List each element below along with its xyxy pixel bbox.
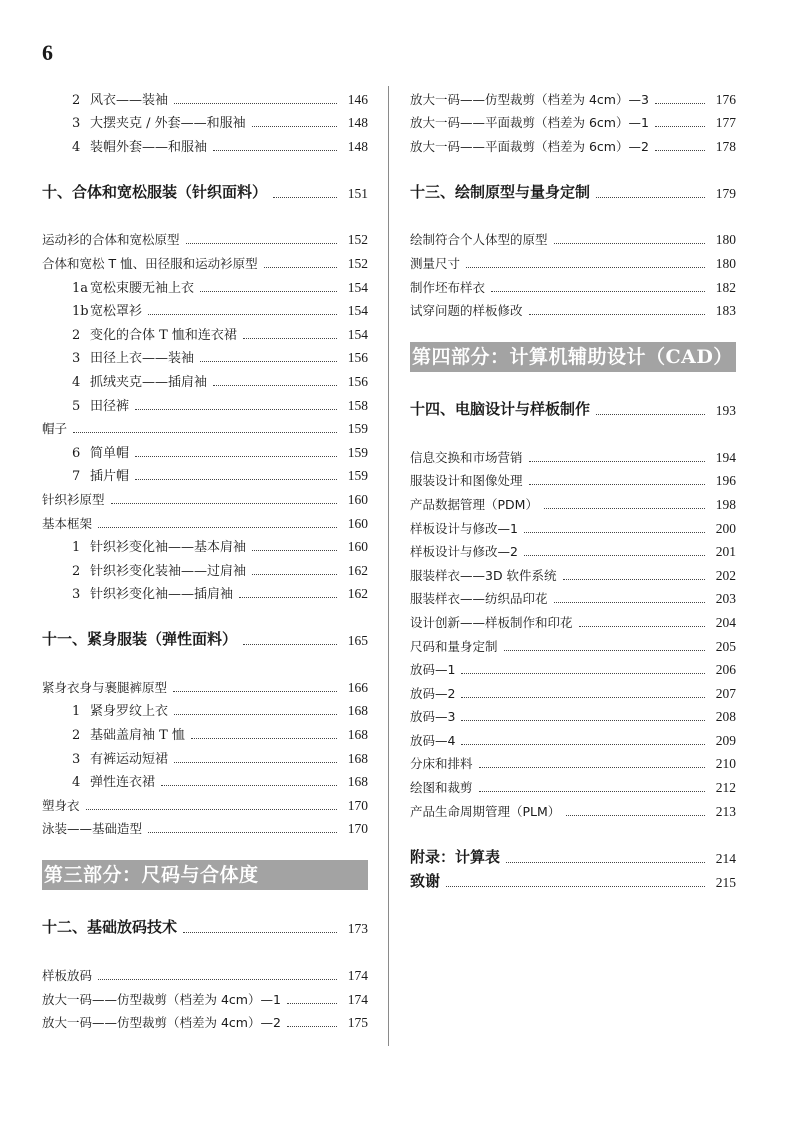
toc-entry-title: 紧身衣身与裹腿裤原型 [42,679,168,695]
leader-dots [243,644,337,645]
toc-spacer [410,820,736,843]
leader-dots [243,338,337,339]
part-heading: 第四部分：计算机辅助设计（CAD） [410,342,736,372]
toc-page-number: 154 [347,279,368,295]
toc-entry-title: 绘制符合个人体型的原型 [410,232,548,248]
leader-dots [183,932,337,933]
toc-entry-title: 尺码和量身定制 [410,638,498,654]
toc-entry-title: 放大一码——仿型裁剪（档差为 4cm）—2 [42,1015,281,1031]
toc-entry[interactable] [42,343,368,367]
leader-dots [252,126,337,127]
toc-entry-title: 产品生命周期管理（PLM） [410,803,561,819]
toc-entry-title: 试穿问题的样板修改 [410,303,523,319]
leader-dots [191,738,337,739]
toc-page-number: 156 [347,350,368,366]
toc-entry-title: 产品数据管理（PDM） [410,496,538,512]
toc-page-number: 215 [715,874,736,890]
toc-entry-title: 制作坯布样衣 [410,279,486,295]
toc-entry-title: 田径裤 [90,398,130,414]
leader-dots [596,414,705,415]
leader-dots [596,197,705,198]
toc-page-number: 180 [715,232,736,248]
toc-page-number: 200 [715,520,736,536]
toc-page-number: 168 [347,727,368,743]
toc-page-number: 148 [347,115,368,131]
part-heading: 第三部分：尺码与合体度 [42,860,368,890]
leader-dots [655,126,705,127]
toc-spacer [42,649,368,672]
toc-chapter-entry[interactable] [42,178,368,202]
toc-entry-number: 4 [72,139,81,155]
leader-dots [98,979,337,980]
toc-entry-title: 设计创新——样板制作和印花 [410,614,573,630]
toc-entry-title: 针织衫原型 [42,491,105,507]
toc-entry-number: 3 [72,587,81,603]
toc-entry[interactable] [410,466,736,490]
toc-entry[interactable] [42,672,368,696]
toc-entry[interactable] [42,461,368,485]
toc-entry-title: 放大一码——仿型裁剪（档差为 4cm）—3 [410,91,649,107]
toc-entry[interactable] [410,655,736,679]
toc-entry-title: 运动衫的合体和宽松原型 [42,232,180,248]
toc-page-number: 170 [347,821,368,837]
toc-spacer [42,155,368,178]
leader-dots [252,574,337,575]
leader-dots [529,484,705,485]
toc-entry[interactable] [42,272,368,296]
toc-entry[interactable] [42,108,368,132]
toc-entry-title: 插片帽 [90,469,130,485]
toc-entry-title: 装帽外套——和服袖 [90,139,208,155]
toc-page-number: 174 [347,968,368,984]
toc-page-number: 159 [347,444,368,460]
toc-page-number: 208 [715,709,736,725]
toc-page-number: 198 [715,496,736,512]
leader-dots [544,508,705,509]
toc-entry-title: 大摆夹克 / 外套——和服袖 [90,116,246,132]
leader-dots [148,314,337,315]
toc-entry[interactable] [42,131,368,155]
toc-page-number: 160 [347,491,368,507]
toc-spacer [410,155,736,178]
toc-page-number: 146 [347,91,368,107]
toc-page-number: 156 [347,373,368,389]
toc-entry-title: 分床和排料 [410,756,473,772]
leader-dots [287,1026,337,1027]
toc-page-number: 182 [715,279,736,295]
leader-dots [479,791,705,792]
toc-entry[interactable] [410,631,736,655]
toc-page-number: 168 [347,703,368,719]
toc-entry[interactable] [42,555,368,579]
toc-entry-title: 帽子 [42,421,68,437]
toc-entry-number: 1 [72,704,81,720]
toc-entry-title: 十二、基础放码技术 [42,918,178,937]
toc-entry-title: 塑身衣 [42,797,80,813]
toc-page-number: 178 [715,138,736,154]
leader-dots [529,461,705,462]
toc-page-number: 152 [347,255,368,271]
leader-dots [174,103,337,104]
toc-spacer [410,202,736,225]
toc-page-number: 158 [347,397,368,413]
toc-entry-title: 针织衫变化袖——插肩袖 [90,587,234,603]
toc-entry-title: 弹性连衣裙 [90,775,156,791]
leader-dots [161,785,337,786]
toc-page-number: 148 [347,138,368,154]
toc-entry-number: 2 [72,563,81,579]
toc-entry[interactable] [42,414,368,438]
toc-entry-title: 针织衫变化袖——基本肩袖 [90,540,247,556]
toc-entry-title: 放大一码——平面裁剪（档差为 6cm）—1 [410,115,649,131]
toc-entry-number: 1b [72,304,89,320]
leader-dots [73,432,337,433]
leader-dots [264,267,337,268]
toc-entry-title: 田径上衣——装袖 [90,351,195,367]
toc-entry[interactable] [410,489,736,513]
toc-page-number: 206 [715,662,736,678]
toc-entry-title: 样板设计与修改—1 [410,520,518,536]
toc-page-number: 152 [347,232,368,248]
leader-dots [461,720,705,721]
toc-entry-title: 变化的合体 T 恤和连衣裙 [90,327,237,343]
leader-dots [579,626,705,627]
toc-entry[interactable] [410,537,736,561]
toc-entry[interactable] [410,84,736,108]
leader-dots [461,697,705,698]
toc-page-number: 180 [715,255,736,271]
toc-entry-title: 放大一码——平面裁剪（档差为 6cm）—2 [410,138,649,154]
leader-dots [135,456,337,457]
toc-entry[interactable] [42,532,368,556]
toc-entry[interactable] [42,767,368,791]
toc-entry-title: 宽松束腰无袖上衣 [90,280,195,296]
toc-entry[interactable] [42,719,368,743]
toc-entry-title: 放码—2 [410,685,456,701]
toc-entry-title: 十三、绘制原型与量身定制 [410,182,591,201]
toc-spacer [410,419,736,442]
toc-entry-title: 绘图和裁剪 [410,780,473,796]
toc-entry[interactable] [42,296,368,320]
toc-entry[interactable] [410,108,736,132]
toc-entry-title: 放码—1 [410,662,456,678]
leader-dots [524,555,705,556]
toc-page-number: 175 [347,1015,368,1031]
toc-entry[interactable] [42,84,368,108]
toc-entry-number: 1a [72,280,89,296]
leader-dots [174,762,337,763]
toc-page-number: 193 [715,403,736,419]
toc-page-number: 204 [715,614,736,630]
toc-entry-title: 样板设计与修改—2 [410,544,518,560]
leader-dots [524,532,705,533]
toc-left-column [42,84,368,1031]
toc-page-number: 160 [347,539,368,555]
toc-entry[interactable] [42,366,368,390]
toc-page-number: 174 [347,991,368,1007]
toc-chapter-entry[interactable] [410,843,736,867]
toc-entry-number: 5 [72,398,81,414]
toc-entry-number: 6 [72,445,81,461]
toc-entry[interactable] [42,743,368,767]
leader-dots [200,291,337,292]
toc-entry-title: 基本框架 [42,515,93,531]
toc-chapter-entry[interactable] [42,913,368,937]
toc-page-number: 177 [715,115,736,131]
toc-entry[interactable] [42,508,368,532]
toc-entry[interactable] [42,248,368,272]
leader-dots [491,291,705,292]
toc-page-number: 196 [715,473,736,489]
leader-dots [148,832,337,833]
toc-page-number: 207 [715,685,736,701]
toc-entry-title: 针织衫变化装袖——过肩袖 [90,563,247,579]
toc-entry[interactable] [42,1008,368,1032]
leader-dots [479,767,705,768]
toc-right-column [410,84,736,891]
toc-entry-title: 基础盖肩袖 T 恤 [90,728,185,744]
toc-entry-title: 附录：计算表 [410,847,501,866]
toc-entry[interactable] [42,437,368,461]
toc-entry-number: 2 [72,327,81,343]
leader-dots [111,503,337,504]
leader-dots [466,267,705,268]
leader-dots [200,361,337,362]
toc-entry[interactable] [410,513,736,537]
column-divider [388,86,389,1046]
toc-entry-title: 风衣——装袖 [90,92,169,108]
toc-page-number: 151 [347,185,368,201]
toc-page-number: 201 [715,544,736,560]
toc-entry[interactable] [42,696,368,720]
toc-spacer [410,372,736,395]
toc-page-number: 162 [347,586,368,602]
leader-dots [273,197,337,198]
toc-page-number: 202 [715,567,736,583]
leader-dots [655,150,705,151]
leader-dots [252,550,337,551]
leader-dots [287,1003,337,1004]
toc-entry-title: 简单帽 [90,445,130,461]
toc-entry[interactable] [42,790,368,814]
toc-page-number: 154 [347,326,368,342]
toc-page-number: 209 [715,732,736,748]
leader-dots [213,385,337,386]
toc-chapter-entry[interactable] [410,867,736,891]
toc-entry-number: 3 [72,116,81,132]
leader-dots [461,673,705,674]
leader-dots [504,650,705,651]
toc-entry-number: 2 [72,92,81,108]
toc-spacer [42,937,368,960]
toc-entry[interactable] [410,272,736,296]
toc-page-number: 213 [715,803,736,819]
toc-entry[interactable] [410,749,736,773]
leader-dots [446,886,705,887]
toc-page-number: 154 [347,303,368,319]
toc-entry[interactable] [42,579,368,603]
leader-dots [506,862,705,863]
toc-page-number: 203 [715,591,736,607]
toc-entry[interactable] [42,960,368,984]
toc-entry-number: 4 [72,775,81,791]
toc-entry-number: 7 [72,469,81,485]
toc-entry[interactable] [410,296,736,320]
toc-entry-title: 服装样衣——3D 软件系统 [410,567,557,583]
toc-entry-title: 服装样衣——纺织品印花 [410,591,548,607]
toc-entry-title: 服装设计和图像处理 [410,473,523,489]
toc-entry-number: 2 [72,728,81,744]
toc-entry-title: 放码—4 [410,732,456,748]
toc-entry[interactable] [42,984,368,1008]
toc-entry-title: 泳装——基础造型 [42,821,143,837]
toc-entry[interactable] [410,607,736,631]
toc-page-number: 160 [347,515,368,531]
toc-page-number: 179 [715,185,736,201]
leader-dots [529,314,705,315]
leader-dots [655,103,705,104]
leader-dots [173,691,337,692]
toc-entry-number: 1 [72,540,81,556]
toc-entry[interactable] [410,560,736,584]
toc-entry[interactable] [410,772,736,796]
toc-entry-title: 有裤运动短裙 [90,751,169,767]
toc-page-number: 170 [347,797,368,813]
toc-spacer [42,837,368,860]
toc-entry[interactable] [410,725,736,749]
leader-dots [566,815,705,816]
toc-entry-title: 合体和宽松 T 恤、田径服和运动衫原型 [42,255,258,271]
toc-page-number: 168 [347,750,368,766]
leader-dots [186,243,337,244]
toc-page-number: 168 [347,774,368,790]
leader-dots [239,597,337,598]
toc-entry-title: 抓绒夹克——插肩袖 [90,374,208,390]
toc-entry[interactable] [42,814,368,838]
leader-dots [135,409,337,410]
toc-page-number: 173 [347,921,368,937]
toc-spacer [42,602,368,625]
toc-entry-title: 紧身罗纹上衣 [90,704,169,720]
toc-entry-title: 测量尺寸 [410,255,461,271]
toc-page-number: 159 [347,468,368,484]
toc-page-number: 159 [347,421,368,437]
leader-dots [554,243,705,244]
toc-page-number: 183 [715,303,736,319]
toc-entry[interactable] [42,390,368,414]
toc-page-number: 162 [347,562,368,578]
toc-entry[interactable] [410,702,736,726]
toc-page-number: 194 [715,449,736,465]
toc-entry[interactable] [410,796,736,820]
toc-page-number: 176 [715,91,736,107]
toc-entry-title: 信息交换和市场营销 [410,449,523,465]
toc-page-number: 205 [715,638,736,654]
toc-chapter-entry[interactable] [42,625,368,649]
toc-entry-number: 3 [72,751,81,767]
leader-dots [86,809,337,810]
leader-dots [98,527,337,528]
toc-chapter-entry[interactable] [410,395,736,419]
toc-entry[interactable] [410,248,736,272]
toc-entry[interactable] [410,678,736,702]
toc-entry-title: 放码—3 [410,709,456,725]
toc-entry[interactable] [410,225,736,249]
toc-entry[interactable] [410,584,736,608]
toc-entry-title: 十四、电脑设计与样板制作 [410,400,591,419]
toc-entry[interactable] [410,442,736,466]
leader-dots [135,479,337,480]
toc-entry-title: 十一、紧身服装（弹性面料） [42,630,238,649]
toc-spacer [42,202,368,225]
leader-dots [461,744,705,745]
toc-entry-title: 样板放码 [42,968,93,984]
toc-page-number: 210 [715,756,736,772]
toc-page-number: 165 [347,633,368,649]
toc-entry-title: 放大一码——仿型裁剪（档差为 4cm）—1 [42,991,281,1007]
toc-spacer [42,890,368,913]
leader-dots [213,150,337,151]
toc-entry-number: 4 [72,374,81,390]
leader-dots [174,714,337,715]
toc-entry-title: 宽松罩衫 [90,304,143,320]
leader-dots [554,602,705,603]
toc-entry[interactable] [410,131,736,155]
toc-entry-number: 3 [72,351,81,367]
toc-entry[interactable] [42,319,368,343]
toc-entry-title: 致谢 [410,871,441,890]
toc-page-number: 214 [715,850,736,866]
toc-spacer [410,319,736,342]
toc-page-number: 212 [715,780,736,796]
toc-entry-title: 十、合体和宽松服装（针织面料） [42,182,268,201]
toc-entry[interactable] [42,225,368,249]
toc-page-number: 166 [347,679,368,695]
page-number: 6 [42,40,53,65]
toc-entry[interactable] [42,484,368,508]
leader-dots [563,579,705,580]
toc-chapter-entry[interactable] [410,178,736,202]
